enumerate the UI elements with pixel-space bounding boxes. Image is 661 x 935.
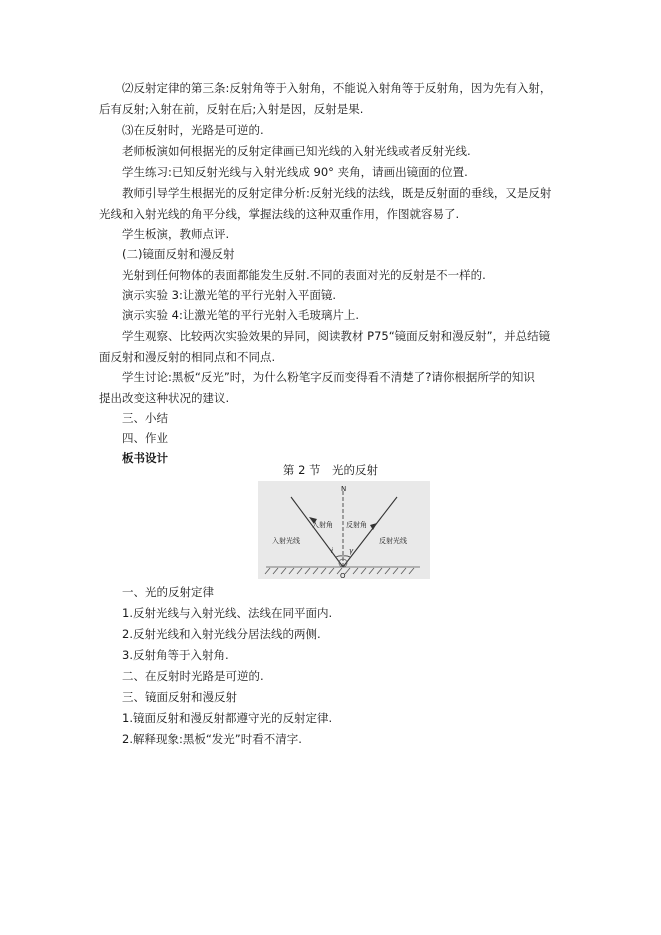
paragraph: 学生板演，教师点评. [122,227,230,241]
paragraph: 面反射和漫反射的相同点和不同点. [99,350,276,364]
board-design-heading: 板书设计 [122,451,168,465]
reflection-angle-label: 反射角 [346,521,367,529]
incident-ray-label: 入射光线 [272,537,300,545]
section-heading: 三、小结 [122,411,168,425]
paragraph: 教师引导学生根据光的反射定律分析:反射光线的法线，既是反射面的垂线，又是反射 [122,186,552,200]
paragraph: 学生练习:已知反射光线与入射光线成 90° 夹角，请画出镜面的位置. [122,165,468,179]
board-item: 3.反射角等于入射角. [122,648,229,662]
board-item: 2.解释现象:黑板“发光”时看不清字. [122,732,302,746]
reflection-diagram [258,481,430,579]
board-item: 二、在反射时光路是可逆的. [122,669,264,683]
board-item: 一、光的反射定律 [122,585,214,599]
paragraph: 提出改变这种状况的建议. [99,391,230,405]
point-o-label: O [340,572,346,579]
board-item: 1.反射光线与入射光线、法线在同平面内. [122,606,333,620]
paragraph: 演示实验 3:让激光笔的平行光射入平面镜. [122,288,337,302]
paragraph: 后有反射;入射在前，反射在后;入射是因，反射是果. [99,102,364,116]
board-item: 三、镜面反射和漫反射 [122,690,237,704]
paragraph: ⑵反射定律的第三条:反射角等于入射角，不能说入射角等于反射角，因为先有入射， [122,81,552,95]
incidence-angle-label: 入射角 [312,521,333,529]
angle-i-label: i [331,547,333,555]
paragraph: 学生讨论:黑板“反光”时，为什么粉笔字反而变得看不清楚了?请你根据所学的知识 [122,370,535,384]
paragraph: ⑶在反射时，光路是可逆的. [122,123,264,137]
paragraph: 光射到任何物体的表面都能发生反射.不同的表面对光的反射是不一样的. [122,268,486,282]
reflected-ray-label: 反射光线 [379,537,407,545]
board-item: 2.反射光线和入射光线分居法线的两侧. [122,627,321,641]
paragraph: 老师板演如何根据光的反射定律画已知光线的入射光线或者反射光线. [122,144,471,158]
section-heading: (二)镜面反射和漫反射 [122,247,235,261]
paragraph: 光线和入射光线的角平分线，掌握法线的这种双重作用，作图就容易了. [99,207,460,221]
section-heading: 四、作业 [122,431,168,445]
paragraph: 学生观察、比较两次实验效果的异同，阅读教材 P75“镜面反射和漫反射”，并总结镜 [122,329,551,343]
board-title: 第 2 节 光的反射 [282,463,379,477]
angle-r-label: γ [349,547,354,555]
paragraph: 演示实验 4:让激光笔的平行光射入毛玻璃片上. [122,308,359,322]
normal-label: N [341,485,347,493]
board-item: 1.镜面反射和漫反射都遵守光的反射定律. [122,711,333,725]
